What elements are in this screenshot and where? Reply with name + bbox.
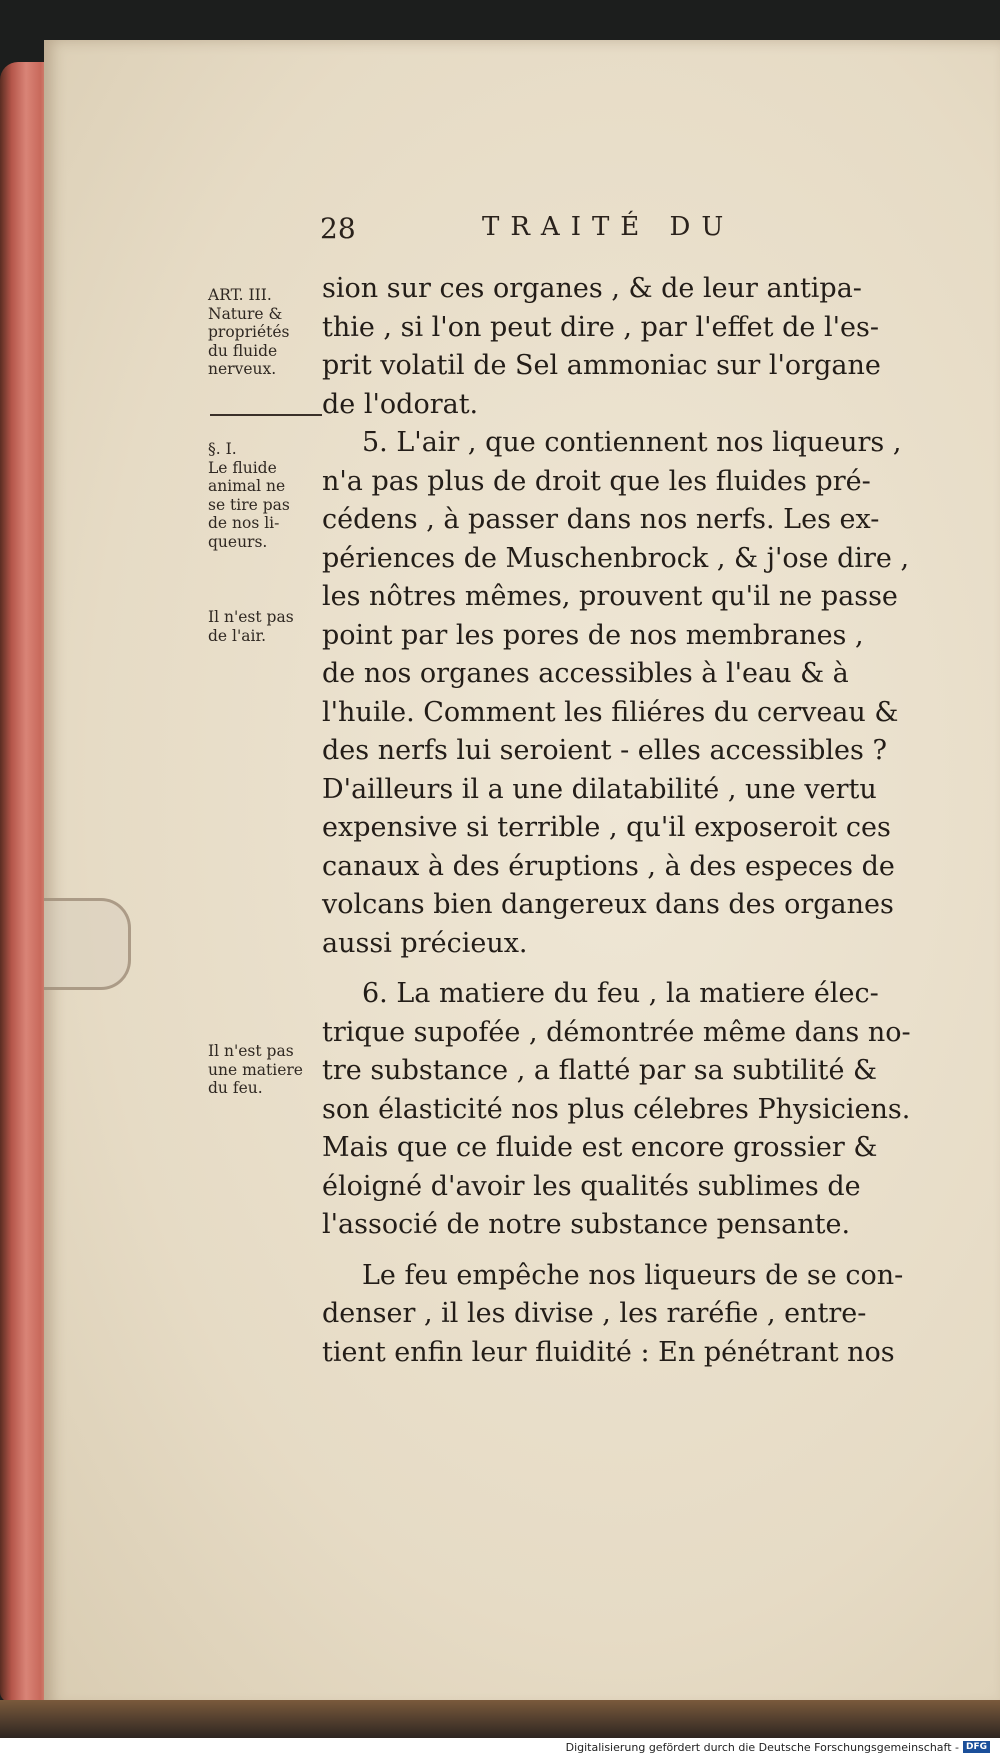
dfg-logo: DFG bbox=[963, 1741, 990, 1753]
text-line: tre substance , a flatté par sa subtilité & bbox=[322, 1055, 878, 1086]
text-line: l'associé de notre substance pensante. bbox=[322, 1209, 851, 1240]
text-line: expensive si terrible , qu'il exposeroit ces bbox=[322, 812, 891, 843]
margin-note-air bbox=[208, 608, 328, 645]
margin-line: Il n'est pas bbox=[208, 1042, 294, 1060]
digitization-footer bbox=[0, 1738, 1000, 1756]
margin-rule bbox=[210, 414, 322, 416]
text-line: denser , il les divise , les raréfie , entre- bbox=[322, 1298, 867, 1329]
margin-line: animal ne bbox=[208, 477, 286, 495]
text-line: prit volatil de Sel ammoniac sur l'organe bbox=[322, 350, 881, 381]
body-text bbox=[322, 270, 924, 1372]
margin-note-section bbox=[208, 440, 328, 551]
text-line: l'huile. Comment les filiéres du cerveau & bbox=[322, 696, 899, 728]
text-line: Mais que ce fluide est encore grossier & bbox=[322, 1132, 878, 1163]
margin-line: du fluide bbox=[208, 341, 278, 360]
margin-note-article bbox=[208, 286, 328, 379]
margin-line: du feu. bbox=[208, 1079, 263, 1097]
text-line: les nôtres mêmes, prouvent qu'il ne passe bbox=[322, 581, 898, 612]
margin-line: Le fluide bbox=[208, 458, 277, 477]
text-line: tient enfin leur fluidité : En pénétrant nos bbox=[322, 1336, 895, 1368]
margin-line: propriétés bbox=[208, 323, 290, 341]
text-line: de l'odorat. bbox=[322, 388, 479, 420]
text-line: de nos organes accessibles à l'eau & à bbox=[322, 658, 849, 689]
text-line: D'ailleurs il a une dilatabilité , une vertu bbox=[322, 773, 877, 805]
funding-credit: Digitalisierung gefördert durch die Deutsche Forschungsgemeinschaft - bbox=[565, 1740, 959, 1754]
page-header bbox=[320, 212, 920, 252]
margin-line: queurs. bbox=[208, 532, 268, 551]
text-line: canaux à des éruptions , à des especes de bbox=[322, 850, 895, 882]
text-line: éloigné d'avoir les qualités sublimes de bbox=[322, 1170, 861, 1202]
margin-line: de nos li- bbox=[208, 514, 280, 532]
margin-line: §. I. bbox=[208, 440, 237, 458]
text-line: son élasticité nos plus célebres Physiciens. bbox=[322, 1093, 911, 1125]
text-line: 6. La matiere du feu , la matiere élec- bbox=[362, 978, 879, 1009]
margin-line: ART. III. bbox=[208, 286, 272, 304]
text-line: n'a pas plus de droit que les fluides pré- bbox=[322, 465, 871, 497]
text-line: sion sur ces organes , & de leur antipa- bbox=[322, 273, 862, 304]
text-line: des nerfs lui seroient - elles accessibles ? bbox=[322, 735, 887, 766]
book-bottom-edge bbox=[0, 1700, 1000, 1740]
margin-line: se tire pas bbox=[208, 495, 290, 514]
margin-note-fire bbox=[208, 1042, 328, 1098]
text-line: cédens , à passer dans nos nerfs. Les ex- bbox=[322, 504, 880, 535]
margin-line: Nature & bbox=[208, 304, 283, 323]
page-clip bbox=[44, 898, 131, 990]
margin-line: nerveux. bbox=[208, 360, 277, 378]
text-line: point par les pores de nos membranes , bbox=[322, 619, 864, 651]
page-number: 28 bbox=[320, 212, 356, 245]
running-title: TRAITÉ DU bbox=[482, 212, 735, 242]
margin-line: une matiere bbox=[208, 1060, 303, 1079]
text-line: volcans bien dangereux dans des organes bbox=[322, 889, 894, 920]
text-line: trique supofée , démontrée même dans no- bbox=[322, 1016, 911, 1048]
text-line: 5. L'air , que contiennent nos liqueurs , bbox=[362, 427, 902, 458]
text-line: Le feu empêche nos liqueurs de se con- bbox=[362, 1259, 904, 1291]
text-line: thie , si l'on peut dire , par l'effet de l'es- bbox=[322, 311, 879, 343]
text-line: aussi précieux. bbox=[322, 927, 528, 959]
margin-line: Il n'est pas bbox=[208, 608, 294, 626]
margin-line: de l'air. bbox=[208, 626, 267, 645]
text-line: périences de Muschenbrock , & j'ose dire , bbox=[322, 542, 910, 574]
